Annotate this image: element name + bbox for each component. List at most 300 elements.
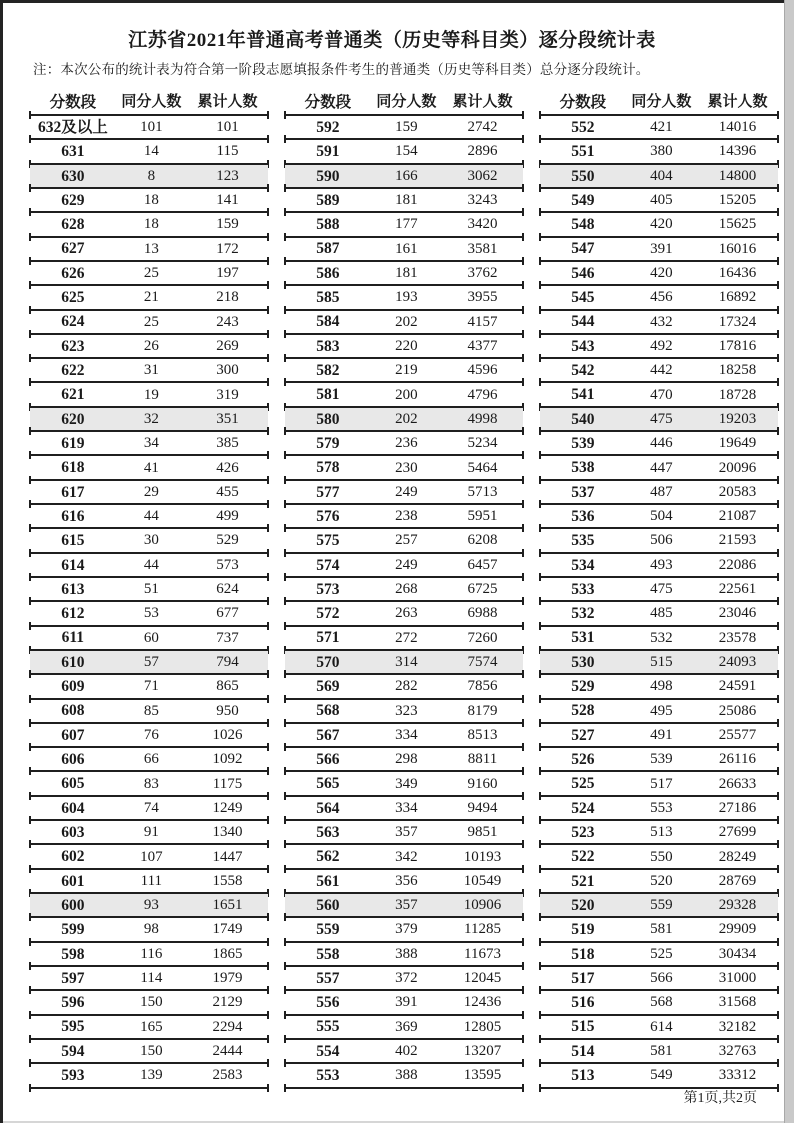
cumulative-count: 737 <box>216 629 239 646</box>
table-row <box>30 772 268 796</box>
same-score-count: 25 <box>143 313 159 330</box>
score-range: 626 <box>61 264 85 282</box>
same-score-count: 116 <box>140 945 163 962</box>
score-range: 583 <box>316 337 340 355</box>
score-range: 542 <box>571 362 595 380</box>
cumulative-count: 33312 <box>718 1067 757 1084</box>
same-score-count: 19 <box>143 386 159 403</box>
header-score-range: 分数段 <box>559 93 607 111</box>
score-range: 560 <box>316 896 340 914</box>
cumulative-count: 2583 <box>212 1067 243 1084</box>
same-score-count: 442 <box>650 362 673 379</box>
same-score-count: 161 <box>395 240 418 257</box>
table-row <box>285 724 523 748</box>
same-score-count: 421 <box>650 119 673 136</box>
cumulative-count: 16016 <box>718 240 757 257</box>
cumulative-count: 15625 <box>718 216 757 233</box>
same-score-count: 539 <box>650 751 673 768</box>
score-range: 536 <box>571 507 595 525</box>
score-range: 600 <box>61 896 85 914</box>
same-score-count: 150 <box>140 994 163 1011</box>
same-score-count: 447 <box>650 459 673 476</box>
cumulative-count: 1026 <box>212 726 243 743</box>
table-row <box>30 967 268 991</box>
same-score-count: 549 <box>650 1067 673 1084</box>
cumulative-count: 6457 <box>467 556 498 573</box>
cumulative-count: 25577 <box>718 726 757 743</box>
score-range: 533 <box>571 580 595 598</box>
cumulative-count: 3420 <box>467 216 498 233</box>
table-row <box>285 432 523 456</box>
table-row <box>540 748 778 772</box>
cumulative-count: 31000 <box>718 970 757 987</box>
score-range: 549 <box>571 191 595 209</box>
score-range: 582 <box>316 362 340 380</box>
table-row <box>30 1016 268 1040</box>
same-score-count: 334 <box>395 726 418 743</box>
table-row <box>285 335 523 359</box>
cumulative-count: 1249 <box>212 799 243 816</box>
same-score-count: 83 <box>143 775 159 792</box>
table-row <box>285 675 523 699</box>
table-row <box>540 359 778 383</box>
table-row <box>540 1064 778 1088</box>
score-range: 575 <box>316 532 340 550</box>
page-border-top <box>0 0 794 3</box>
score-range: 563 <box>316 823 340 841</box>
table-row <box>285 529 523 553</box>
cumulative-count: 32182 <box>718 1018 757 1035</box>
header-same-score-count: 同分人数 <box>121 94 182 110</box>
same-score-count: 388 <box>395 1067 418 1084</box>
table-row <box>540 627 778 651</box>
table-row <box>30 627 268 651</box>
same-score-count: 372 <box>395 970 418 987</box>
table-row <box>540 165 778 189</box>
cumulative-count: 5464 <box>467 459 498 476</box>
cumulative-count: 25086 <box>718 702 757 719</box>
cumulative-count: 24093 <box>718 654 757 671</box>
table-row <box>540 529 778 553</box>
same-score-count: 491 <box>650 726 673 743</box>
header-same-score-count: 同分人数 <box>376 94 437 110</box>
same-score-count: 18 <box>143 192 159 209</box>
table-row <box>285 311 523 335</box>
same-score-count: 493 <box>650 556 673 573</box>
cumulative-count: 12805 <box>463 1018 502 1035</box>
cumulative-count: 10193 <box>463 848 502 865</box>
same-score-count: 71 <box>143 678 159 695</box>
score-range: 576 <box>316 507 340 525</box>
table-row <box>30 578 268 602</box>
table-row <box>30 724 268 748</box>
cumulative-count: 218 <box>216 289 239 306</box>
same-score-count: 391 <box>395 994 418 1011</box>
table-row <box>285 578 523 602</box>
cumulative-count: 950 <box>216 702 239 719</box>
same-score-count: 21 <box>143 289 159 306</box>
cumulative-count: 1979 <box>212 970 243 987</box>
score-range: 613 <box>61 580 85 598</box>
same-score-count: 139 <box>140 1067 163 1084</box>
score-range: 553 <box>316 1067 340 1085</box>
cumulative-count: 269 <box>216 337 239 354</box>
same-score-count: 404 <box>650 167 673 184</box>
score-range: 548 <box>571 216 595 234</box>
score-range: 558 <box>316 945 340 963</box>
table-row <box>540 602 778 626</box>
cumulative-count: 23046 <box>718 605 757 622</box>
table-row <box>30 675 268 699</box>
score-range: 608 <box>61 702 85 720</box>
score-table-left <box>30 87 268 1089</box>
table-row <box>30 383 268 407</box>
table-row <box>285 359 523 383</box>
table-row <box>285 845 523 869</box>
same-score-count: 14 <box>143 143 159 160</box>
same-score-count: 25 <box>143 265 159 282</box>
same-score-count: 220 <box>395 337 418 354</box>
cumulative-count: 5234 <box>467 435 498 452</box>
cumulative-count: 123 <box>216 167 239 184</box>
score-range: 589 <box>316 191 340 209</box>
same-score-count: 57 <box>143 654 159 671</box>
table-header-row <box>285 87 523 114</box>
same-score-count: 475 <box>650 581 673 598</box>
table-row <box>540 481 778 505</box>
same-score-count: 41 <box>143 459 159 476</box>
cumulative-count: 7260 <box>467 629 498 646</box>
score-range: 621 <box>61 386 85 404</box>
table-row <box>540 238 778 262</box>
table-row <box>30 1040 268 1064</box>
same-score-count: 456 <box>650 289 673 306</box>
cumulative-count: 27186 <box>718 799 757 816</box>
cumulative-count: 426 <box>216 459 239 476</box>
score-range: 598 <box>61 945 85 963</box>
same-score-count: 520 <box>650 872 673 889</box>
score-range: 631 <box>61 143 85 161</box>
same-score-count: 91 <box>143 824 159 841</box>
table-row <box>30 991 268 1015</box>
same-score-count: 200 <box>395 386 418 403</box>
cumulative-count: 30434 <box>718 945 757 962</box>
same-score-count: 420 <box>650 216 673 233</box>
table-row <box>30 821 268 845</box>
cumulative-count: 24591 <box>718 678 757 695</box>
score-range: 617 <box>61 483 85 501</box>
table-row <box>285 943 523 967</box>
cumulative-count: 15205 <box>718 192 757 209</box>
table-row <box>285 286 523 310</box>
score-range: 623 <box>61 337 85 355</box>
cumulative-count: 29909 <box>718 921 757 938</box>
score-range: 577 <box>316 483 340 501</box>
same-score-count: 432 <box>650 313 673 330</box>
same-score-count: 53 <box>143 605 159 622</box>
same-score-count: 238 <box>395 508 418 525</box>
table-row <box>30 943 268 967</box>
cumulative-count: 11673 <box>464 945 501 962</box>
score-range: 530 <box>571 653 595 671</box>
score-range: 594 <box>61 1042 85 1060</box>
score-range: 573 <box>316 580 340 598</box>
table-row <box>285 238 523 262</box>
cumulative-count: 22086 <box>718 556 757 573</box>
table-row <box>30 311 268 335</box>
score-range: 588 <box>316 216 340 234</box>
same-score-count: 230 <box>395 459 418 476</box>
score-range: 516 <box>571 994 595 1012</box>
same-score-count: 314 <box>395 654 418 671</box>
table-row <box>30 797 268 821</box>
table-row <box>285 627 523 651</box>
same-score-count: 504 <box>650 508 673 525</box>
table-row <box>30 748 268 772</box>
table-row <box>285 797 523 821</box>
score-range: 587 <box>316 240 340 258</box>
table-row <box>540 821 778 845</box>
score-range: 572 <box>316 605 340 623</box>
same-score-count: 263 <box>395 605 418 622</box>
score-range: 604 <box>61 799 85 817</box>
same-score-count: 111 <box>140 872 163 889</box>
cumulative-count: 1092 <box>212 751 243 768</box>
table-row <box>30 432 268 456</box>
same-score-count: 581 <box>650 1043 673 1060</box>
same-score-count: 31 <box>143 362 159 379</box>
score-range: 528 <box>571 702 595 720</box>
score-range: 581 <box>316 386 340 404</box>
cumulative-count: 6988 <box>467 605 498 622</box>
same-score-count: 30 <box>143 532 159 549</box>
cumulative-count: 14396 <box>718 143 757 160</box>
score-range: 615 <box>61 532 85 550</box>
same-score-count: 249 <box>395 556 418 573</box>
cumulative-count: 2294 <box>212 1018 243 1035</box>
score-range: 565 <box>316 775 340 793</box>
cumulative-count: 385 <box>216 435 239 452</box>
cumulative-count: 26116 <box>719 751 756 768</box>
cumulative-count: 10906 <box>463 897 502 914</box>
same-score-count: 107 <box>140 848 163 865</box>
cumulative-count: 9494 <box>467 799 498 816</box>
cumulative-count: 27699 <box>718 824 757 841</box>
same-score-count: 470 <box>650 386 673 403</box>
score-range: 569 <box>316 678 340 696</box>
same-score-count: 13 <box>143 240 159 257</box>
same-score-count: 29 <box>143 483 159 500</box>
table-row <box>30 651 268 675</box>
cumulative-count: 8811 <box>467 751 498 768</box>
score-range: 607 <box>61 726 85 744</box>
cumulative-count: 29328 <box>718 897 757 914</box>
table-row <box>540 772 778 796</box>
score-range: 622 <box>61 362 85 380</box>
cumulative-count: 1865 <box>212 945 243 962</box>
same-score-count: 236 <box>395 435 418 452</box>
same-score-count: 257 <box>395 532 418 549</box>
same-score-count: 165 <box>140 1018 163 1035</box>
score-range: 595 <box>61 1018 85 1036</box>
cumulative-count: 16436 <box>718 265 757 282</box>
table-row <box>540 797 778 821</box>
table-row <box>285 748 523 772</box>
score-range: 517 <box>571 969 595 987</box>
table-row <box>540 116 778 140</box>
table-row <box>30 213 268 237</box>
table-row <box>540 262 778 286</box>
table-row <box>285 651 523 675</box>
same-score-count: 8 <box>147 167 156 184</box>
same-score-count: 495 <box>650 702 673 719</box>
cumulative-count: 12045 <box>463 970 502 987</box>
cumulative-count: 243 <box>216 313 239 330</box>
same-score-count: 51 <box>143 581 159 598</box>
same-score-count: 193 <box>395 289 418 306</box>
score-range: 532 <box>571 605 595 623</box>
cumulative-count: 8179 <box>467 702 498 719</box>
same-score-count: 402 <box>395 1043 418 1060</box>
same-score-count: 66 <box>143 751 159 768</box>
cumulative-count: 18728 <box>718 386 757 403</box>
table-row <box>285 700 523 724</box>
table-row <box>285 1064 523 1088</box>
same-score-count: 568 <box>650 994 673 1011</box>
score-range: 570 <box>316 653 340 671</box>
score-range: 593 <box>61 1067 85 1085</box>
cumulative-count: 20096 <box>718 459 757 476</box>
score-range: 523 <box>571 823 595 841</box>
score-range: 564 <box>316 799 340 817</box>
cumulative-count: 21087 <box>718 508 757 525</box>
cumulative-count: 172 <box>216 240 239 257</box>
score-range: 521 <box>571 872 595 890</box>
cumulative-count: 4796 <box>467 386 498 403</box>
table-row <box>285 481 523 505</box>
table-row <box>30 845 268 869</box>
score-range: 603 <box>61 823 85 841</box>
cumulative-count: 6725 <box>467 581 498 598</box>
same-score-count: 34 <box>143 435 159 452</box>
table-row <box>285 1040 523 1064</box>
score-range: 540 <box>571 410 595 428</box>
cumulative-count: 23578 <box>718 629 757 646</box>
table-row <box>30 262 268 286</box>
page-edge-right <box>784 0 794 1123</box>
cumulative-count: 7574 <box>467 654 498 671</box>
score-range: 529 <box>571 678 595 696</box>
same-score-count: 114 <box>140 970 163 987</box>
same-score-count: 420 <box>650 265 673 282</box>
same-score-count: 93 <box>143 897 159 914</box>
same-score-count: 388 <box>395 945 418 962</box>
table-row <box>285 189 523 213</box>
score-range: 567 <box>316 726 340 744</box>
cumulative-count: 19203 <box>718 410 757 427</box>
score-tables-container <box>30 87 778 1089</box>
note-text: 注：本次公布的统计表为符合第一阶段志愿填报条件考生的普通类（历史等科目类）总分逐分段统计。 <box>33 62 650 77</box>
score-range: 534 <box>571 556 595 574</box>
table-row <box>30 165 268 189</box>
score-range: 527 <box>571 726 595 744</box>
same-score-count: 492 <box>650 337 673 354</box>
same-score-count: 219 <box>395 362 418 379</box>
cumulative-count: 794 <box>216 654 239 671</box>
score-range: 578 <box>316 459 340 477</box>
same-score-count: 380 <box>650 143 673 160</box>
table-row <box>540 286 778 310</box>
table-row <box>30 116 268 140</box>
score-range: 629 <box>61 191 85 209</box>
score-range: 627 <box>61 240 85 258</box>
score-range: 630 <box>61 167 85 185</box>
cumulative-count: 300 <box>216 362 239 379</box>
cumulative-count: 141 <box>216 192 239 209</box>
cumulative-count: 159 <box>216 216 239 233</box>
score-range: 566 <box>316 751 340 769</box>
same-score-count: 349 <box>395 775 418 792</box>
cumulative-count: 1447 <box>212 848 243 865</box>
same-score-count: 177 <box>395 216 418 233</box>
cumulative-count: 1340 <box>212 824 243 841</box>
table-row <box>540 894 778 918</box>
table-row <box>285 383 523 407</box>
same-score-count: 405 <box>650 192 673 209</box>
same-score-count: 517 <box>650 775 673 792</box>
table-header-row <box>540 87 778 114</box>
table-row <box>285 821 523 845</box>
cumulative-count: 573 <box>216 556 239 573</box>
table-row <box>30 335 268 359</box>
cumulative-count: 12436 <box>463 994 502 1011</box>
table-row <box>540 918 778 942</box>
same-score-count: 181 <box>395 265 418 282</box>
same-score-count: 379 <box>395 921 418 938</box>
table-row <box>540 943 778 967</box>
cumulative-count: 5951 <box>467 508 498 525</box>
score-range: 616 <box>61 507 85 525</box>
same-score-count: 44 <box>143 508 159 525</box>
cumulative-count: 26633 <box>718 775 757 792</box>
cumulative-count: 13595 <box>463 1067 502 1084</box>
table-row <box>30 286 268 310</box>
same-score-count: 532 <box>650 629 673 646</box>
score-range: 602 <box>61 848 85 866</box>
cumulative-count: 499 <box>216 508 239 525</box>
table-row <box>285 602 523 626</box>
score-range: 586 <box>316 264 340 282</box>
score-range: 518 <box>571 945 595 963</box>
table-row <box>285 408 523 432</box>
same-score-count: 356 <box>395 872 418 889</box>
cumulative-count: 2129 <box>212 994 243 1011</box>
table-row <box>30 918 268 942</box>
score-range: 557 <box>316 969 340 987</box>
same-score-count: 553 <box>650 799 673 816</box>
score-range: 574 <box>316 556 340 574</box>
cumulative-count: 101 <box>216 119 239 136</box>
cumulative-count: 865 <box>216 678 239 695</box>
cumulative-count: 3955 <box>467 289 498 306</box>
table-row <box>30 602 268 626</box>
table-row <box>540 383 778 407</box>
cumulative-count: 19649 <box>718 435 757 452</box>
table-row <box>285 772 523 796</box>
cumulative-count: 2444 <box>212 1043 243 1060</box>
score-range: 592 <box>316 118 340 136</box>
same-score-count: 391 <box>650 240 673 257</box>
